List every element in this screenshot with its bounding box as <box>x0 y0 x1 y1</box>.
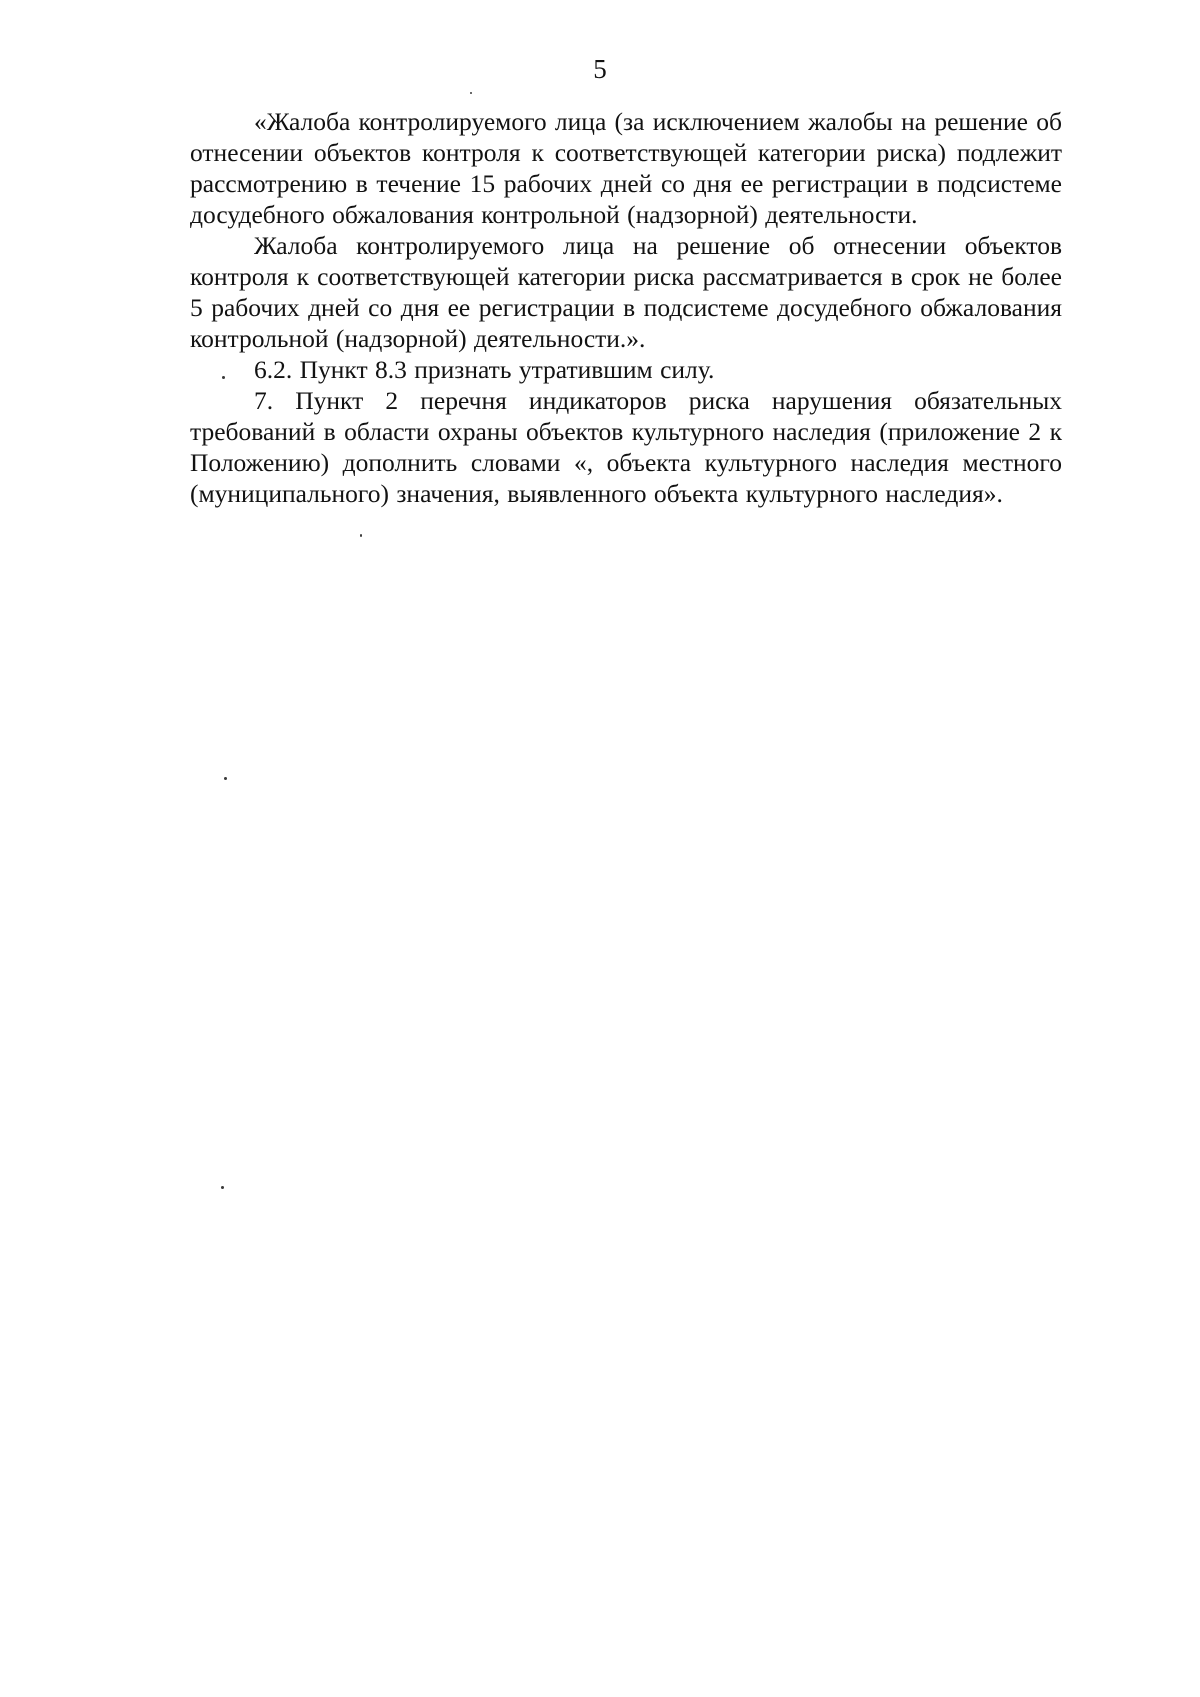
scan-artifact-dot <box>224 777 227 780</box>
scan-artifact-dot <box>360 534 362 537</box>
document-body <box>190 106 1062 509</box>
scan-artifact-dot <box>470 92 472 94</box>
paragraph-complaint-risk-category: Жалоба контролируемого лица на решение об отнесении объектов контроля к соответствующей категории риска рассматривается в срок не более 5 рабочих дней со дня ее регистрации в подсистеме досудебного обжалования контрольной (надзорной) деятельности.». <box>190 231 1062 353</box>
paragraph-clause-7: 7. Пункт 2 перечня индикаторов риска нарушения обязательных требований в области охраны объектов культурного наследия (приложение 2 к Положению) дополнить словами «, объекта культурного наследия местного (муниципального) значения, выявленного объекта культурного наследия». <box>190 386 1062 508</box>
page-number: 5 <box>593 54 607 84</box>
paragraph-complaint-general: «Жалоба контролируемого лица (за исключением жалобы на решение об отнесении объектов контроля к соответствующей категории риска) подлежит рассмотрению в течение 15 рабочих дней со дня ее регистрации в подсистеме досудебного обжалования контрольной (надзорной) деятельности. <box>190 107 1062 229</box>
scan-artifact-dot <box>221 1186 224 1189</box>
scan-artifact-dot <box>222 376 225 379</box>
paragraph-clause-6-2: 6.2. Пункт 8.3 признать утратившим силу. <box>254 355 715 384</box>
